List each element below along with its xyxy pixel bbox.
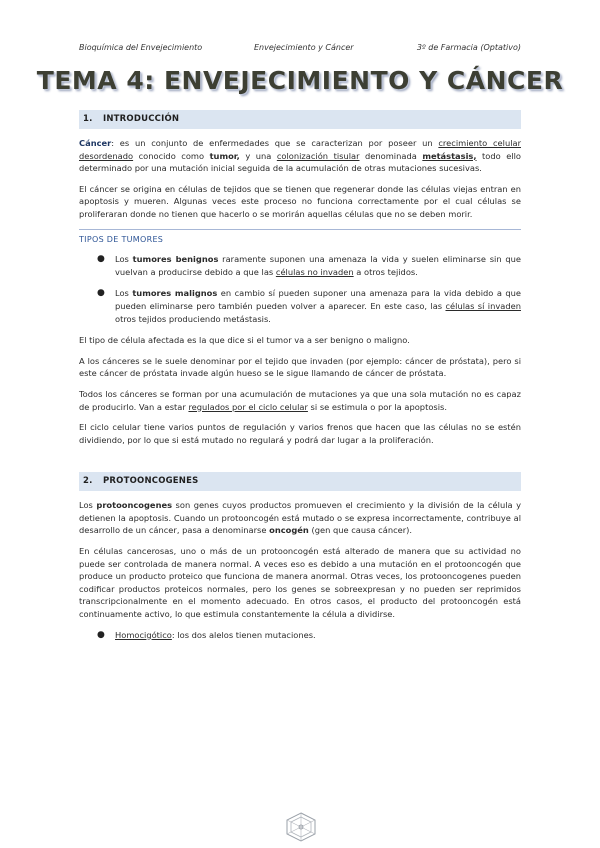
text-run: (gen que causa cáncer). (308, 525, 413, 536)
underlined-text: Homocigótico (115, 629, 172, 640)
text-run: : los dos alelos tienen mutaciones. (171, 629, 316, 640)
term-cancer: Cáncer (79, 138, 112, 148)
text-run: a otros tejidos. (353, 266, 418, 277)
text-run: raramente suponen una amenaza la vida y suelen eliminarse sin que vuelvan a producirse debido a que las (115, 254, 521, 277)
text-run: si se estimula o por la apoptosis. (307, 401, 447, 412)
text-run: y una (239, 150, 277, 161)
text-run: Los (79, 500, 97, 511)
text-run: son genes cuyos productos promueven el crecimiento y la división de la célula y detienen la apoptosis. Cuando un protooncogén está mutado o se expresa incorrectamente, contribuye al desarrollo de un cáncer, pasa a denominarse (79, 500, 521, 536)
bullet-dot-icon: ● (97, 254, 105, 265)
underlined-text: regulados por el ciclo celular (188, 401, 308, 412)
subsection-title: TIPOS DE TUMORES (79, 229, 521, 247)
section-number: 2. (83, 476, 93, 487)
underlined-text: colonización tisular (276, 150, 360, 161)
section-number: 1. (83, 114, 93, 124)
page-header (79, 43, 521, 55)
paragraph-naming: A los cánceres se le suele denominar por el tejido que invaden (por ejemplo: cáncer de próstata), pero si este cáncer de próstata invade algún hueso se le sigue llamando de cáncer de próstata. (79, 355, 521, 379)
document-body (79, 110, 521, 650)
list-item (79, 253, 521, 278)
paragraph-origin: El cáncer se origina en células de tejidos que se tienen que regenerar donde las células viejas entran en apoptosis y mueren. Algunas veces este proceso no funciona correctamente por el cual células se proliferaran donde no tienen que hacerlo o se morirán aquellas células que no se deben morir. (79, 183, 521, 219)
term-benign: tumores benignos (132, 254, 219, 265)
text-run: Todos los cánceres se forman por una acumulación de mutaciones ya que una sola mutación no es capaz de producirlo. Van a estar (79, 388, 521, 412)
text-run: otros tejidos produciendo metástasis. (115, 313, 271, 324)
paragraph-cell-type: El tipo de célula afectada es la que dice si el tumor va a ser benigno o maligno. (79, 335, 410, 346)
text-run: denominada (359, 150, 423, 161)
section-heading-protooncogenes (79, 472, 521, 491)
text-run: en cambio sí pueden suponer una amenaza para la vida debido a que pueden eliminarse pero también pueden volver a aparecer. En este caso, las (115, 288, 521, 311)
term-protooncogenes: protooncogenes (96, 500, 173, 511)
term-tumor: tumor, (209, 150, 240, 161)
paragraph-cancer-definition (79, 137, 521, 175)
paragraph-mutations (79, 388, 521, 413)
page-title: TEMA 4: ENVEJECIMIENTO Y CÁNCER (36, 66, 564, 95)
tumor-types-list (79, 253, 521, 325)
text-run: Los (115, 288, 133, 299)
bullet-dot-icon: ● (97, 288, 105, 299)
paragraph-protooncogenes (79, 499, 521, 537)
text-run: todo ello determinado por una mutación inicial seguida de la acumulación de otras mutaciones sucesivas. (79, 150, 521, 174)
header-subject: Bioquímica del Envejecimiento (79, 43, 203, 52)
header-course: 3º de Farmacia (Optativo) (416, 43, 521, 52)
paragraph-cell-cycle: El ciclo celular tiene varios puntos de regulación y varios frenos que hacen que las células no se estén dividiendo, por lo que si está mutado no regulará y podrá dar lugar a la proliferación. (79, 422, 521, 445)
text-run: : es un conjunto de enfermedades que se caracterizan por poseer un (111, 138, 439, 148)
header-topic: Envejecimiento y Cáncer (254, 43, 354, 52)
list-item (79, 287, 521, 325)
underlined-text: células no invaden (275, 266, 354, 277)
text-run: conocido como (133, 150, 210, 161)
term-oncogen: oncogén (269, 525, 309, 536)
mutation-list (79, 629, 521, 642)
paragraph-cancer-cells: En células cancerosas, uno o más de un protooncogén está alterado de manera que su actividad no puede ser controlada de manera normal. A veces eso es debido a una mutación en el protooncogén que produce un producto proteico que funciona de manera anormal. Otras veces, los protooncogenes pueden codificar productos proteicos normales, pero los genes se sobreexpresan y no pueden ser reprimidos transcripcionalmente en el momento adecuado. En otros casos, el producto del protooncogén está continuamente activo, lo que estimula constantemente la célula a dividirse. (79, 546, 521, 620)
underlined-text: células sí invaden (445, 300, 521, 311)
section-heading-introduccion (79, 110, 521, 129)
bullet-dot-icon: ● (97, 629, 105, 640)
list-item (79, 629, 521, 642)
term-metastasis: metástasis, (422, 150, 477, 161)
geometric-logo-icon (285, 812, 317, 842)
section-title: INTRODUCCIÓN (103, 114, 180, 124)
underlined-text: crecimiento celular desordenado (79, 138, 521, 161)
text-run: Los (115, 254, 133, 265)
section-title: PROTOONCOGENES (103, 476, 199, 487)
term-malignant: tumores malignos (132, 288, 218, 299)
